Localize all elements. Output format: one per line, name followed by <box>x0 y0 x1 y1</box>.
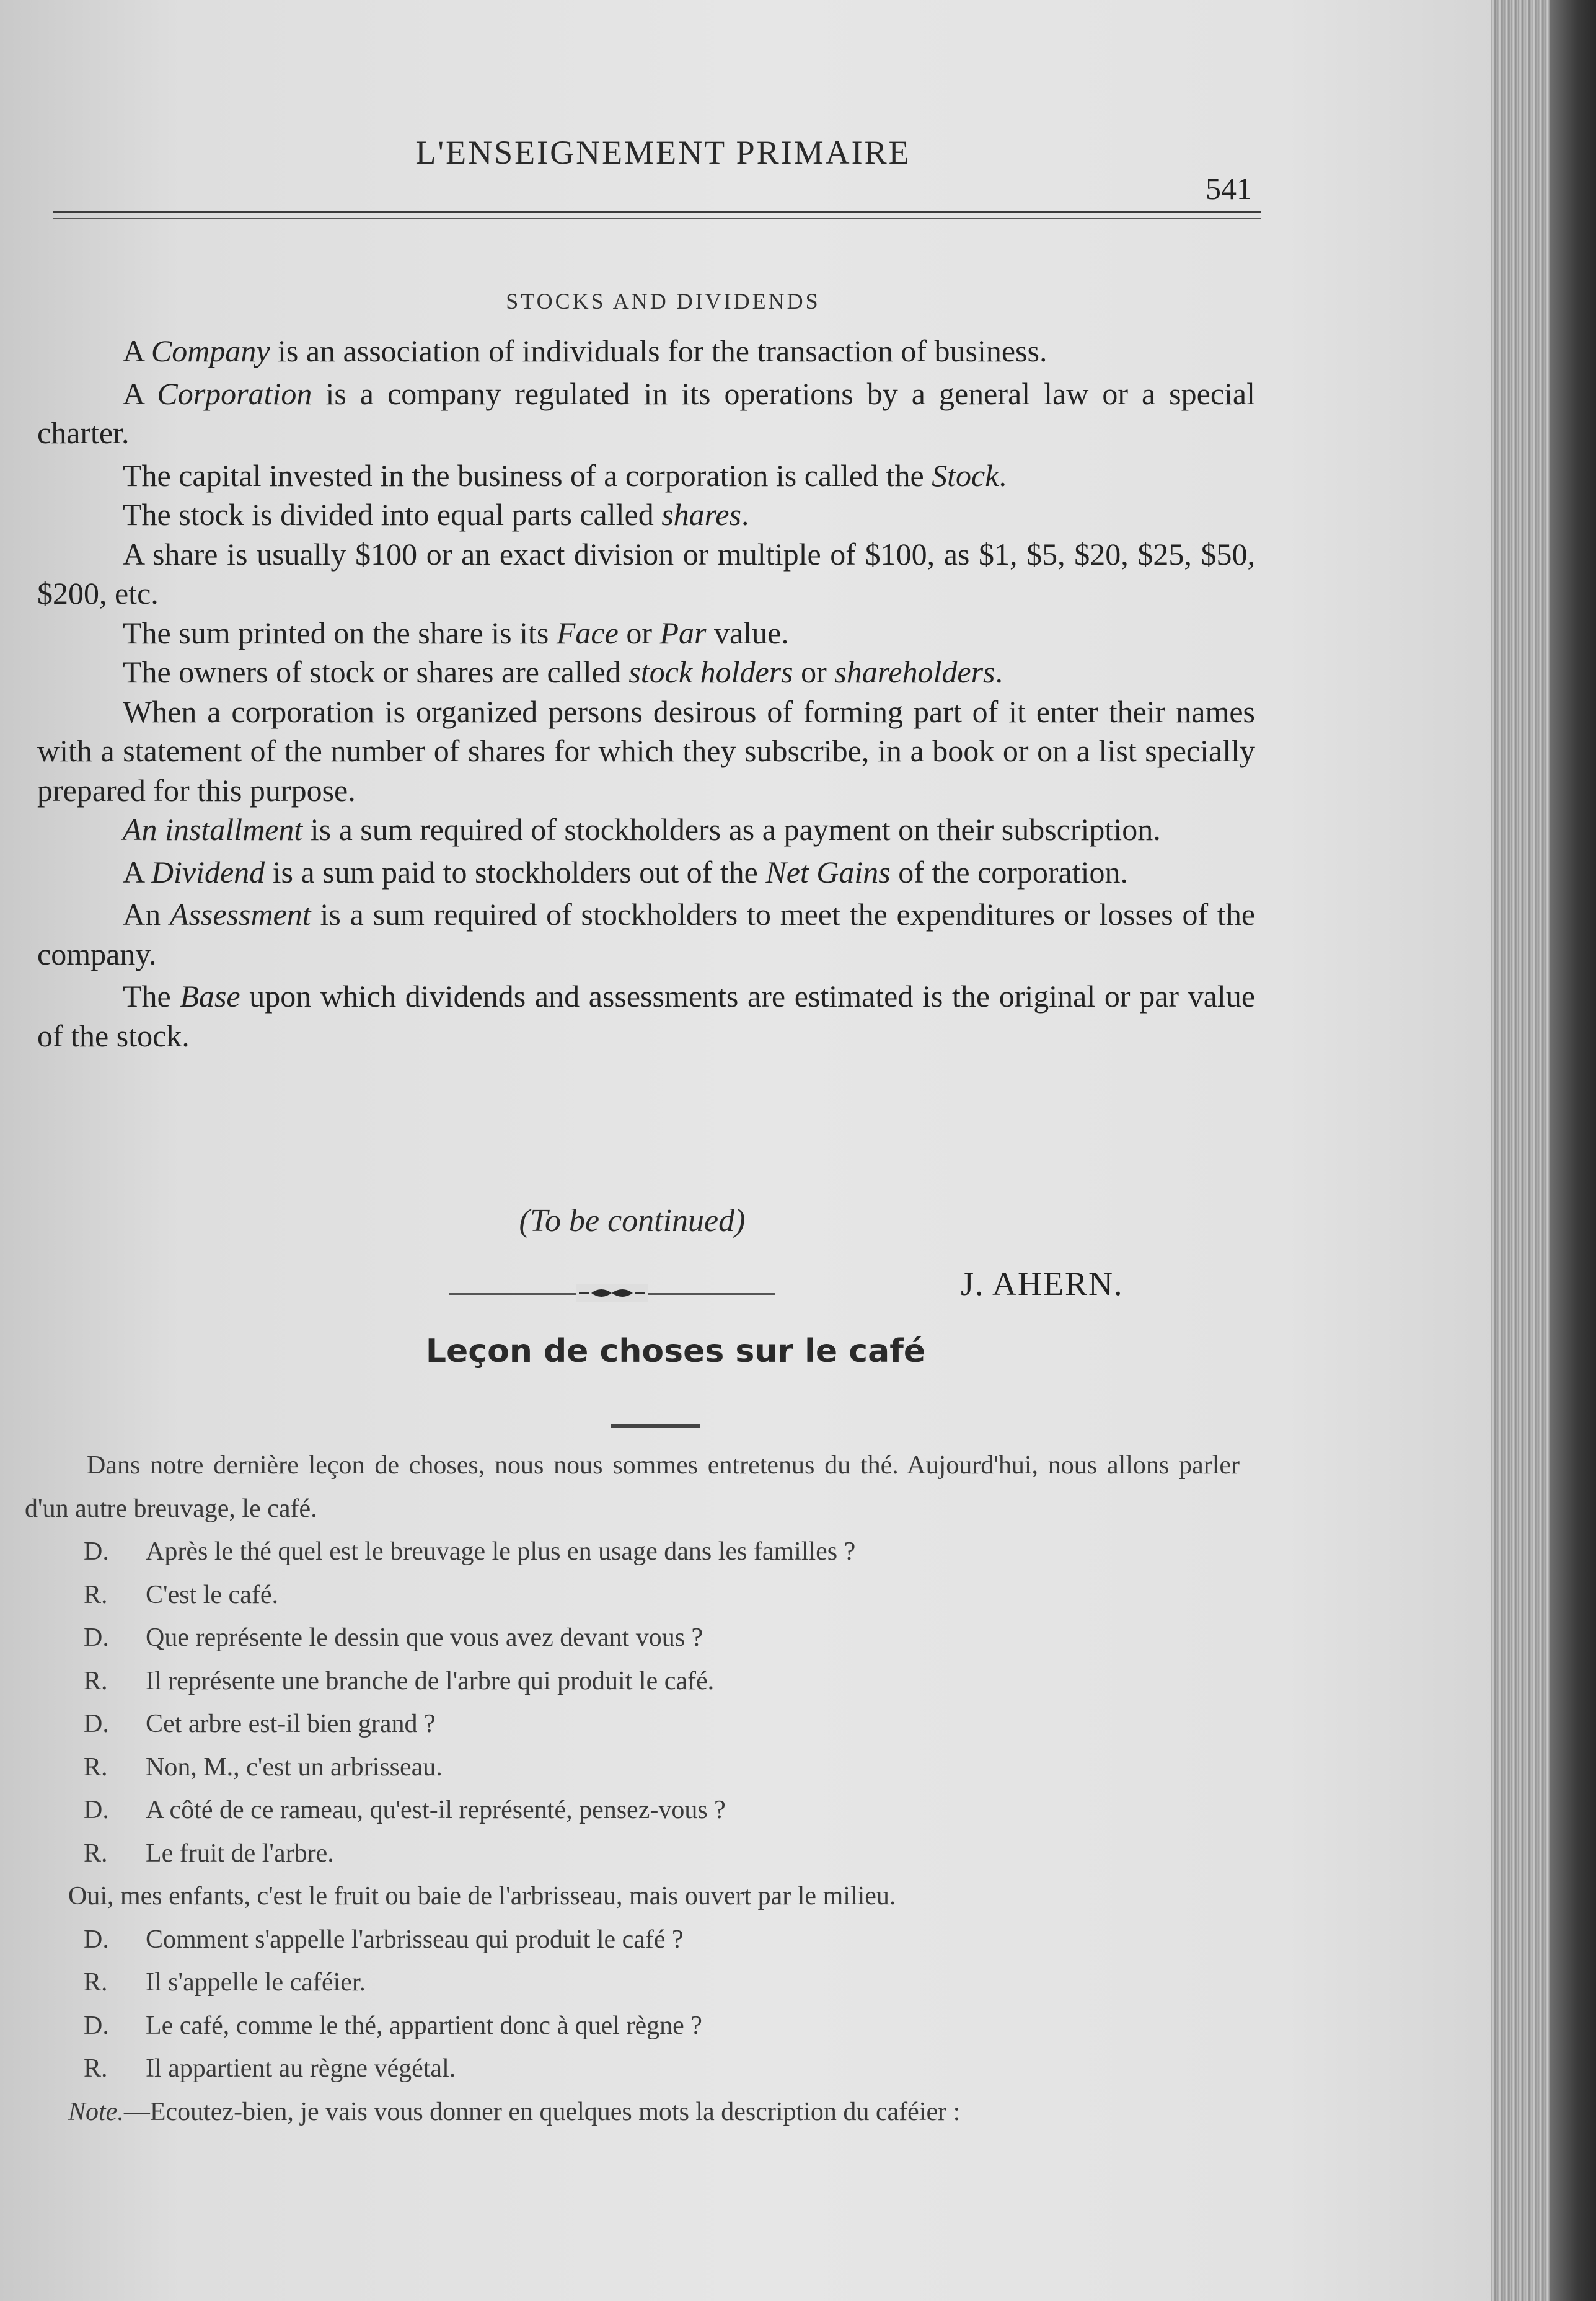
dialogue-text: Il s'appelle le caféier. <box>146 1968 366 1997</box>
dialogue-text: Cet arbre est-il bien grand ? <box>146 1710 436 1738</box>
speaker: D. <box>84 2011 109 2040</box>
header-rule <box>53 218 1261 219</box>
speaker: D. <box>84 1710 109 1738</box>
text: The <box>123 979 180 1014</box>
text: The owners of stock or shares are called <box>123 655 629 689</box>
text: . <box>995 655 1003 689</box>
speaker: D. <box>84 1623 109 1652</box>
article-body <box>25 1444 1240 2134</box>
dialogue-text: C'est le café. <box>146 1580 278 1609</box>
speaker: D. <box>84 1925 109 1954</box>
text: is a company regulated in its operations by a general law or a special charter. <box>37 376 1256 450</box>
title-underline <box>611 1424 700 1428</box>
speaker: R. <box>84 1968 108 1997</box>
dialogue-text: Il appartient au règne végétal. <box>146 2054 456 2083</box>
dialogue-line <box>25 1919 1240 1962</box>
dialogue-text: Comment s'appelle l'arbrisseau qui produit le café ? <box>146 1925 684 1954</box>
to-be-continued: (To be continued) <box>519 1203 746 1239</box>
paragraph <box>37 810 1255 850</box>
emphasis: shares <box>661 497 741 532</box>
text: of the corporation. <box>890 854 1128 890</box>
article-body <box>37 332 1255 1056</box>
emphasis: Net Gains <box>765 854 891 890</box>
dialogue-text: Il représente une branche de l'arbre qui produit le café. <box>146 1666 715 1695</box>
dialogue-text: Après le thé quel est le breuvage le plus en usage dans les familles ? <box>146 1537 856 1566</box>
paragraph <box>37 456 1255 496</box>
dialogue-line <box>25 1789 1240 1832</box>
paragraph <box>37 692 1255 811</box>
dialogue-text: Le fruit de l'arbre. <box>146 1839 334 1868</box>
author-signature: J. AHERN. <box>961 1265 1124 1302</box>
emphasis: An installment <box>123 812 303 847</box>
dialogue-text: A côté de ce rameau, qu'est-il représenté, pensez-vous ? <box>146 1796 726 1824</box>
header-rule <box>53 211 1261 213</box>
text: upon which dividends and assessments are estimated is the original or par value of the stock. <box>37 979 1256 1053</box>
dialogue-text: Que représente le dessin que vous avez devant vous ? <box>146 1623 703 1652</box>
text: When a corporation is organized persons desirous of forming part of it enter their names with a statement of the number of shares for which they subscribe, in a book or on a list specially prepared for this purpose. <box>37 694 1255 808</box>
dialogue-text: Non, M., c'est un arbrisseau. <box>146 1752 443 1782</box>
paragraph <box>37 977 1255 1056</box>
book-binding-shadow <box>1550 0 1596 2301</box>
dialogue-line <box>25 1703 1240 1746</box>
dialogue-line <box>25 1832 1240 1876</box>
emphasis: Assessment <box>169 897 311 932</box>
text: The sum printed on the share is its <box>123 615 557 650</box>
speaker: R. <box>84 1580 108 1609</box>
text: The capital invested in the business of a corporation is called the <box>123 457 932 493</box>
emphasis: Base <box>180 979 240 1014</box>
speaker: R. <box>84 1839 108 1868</box>
note <box>25 2091 1240 2134</box>
note-label: Note. <box>68 2097 124 2126</box>
emphasis: Company <box>151 333 270 368</box>
paragraph: Dans notre dernière leçon de choses, nous nous sommes entretenus du thé. Aujourd'hui, nous allons parler d'un autre breuvage, le café. <box>25 1451 1240 1523</box>
speaker: R. <box>84 1752 108 1782</box>
paragraph <box>37 614 1255 653</box>
paragraph <box>37 853 1255 893</box>
text: is a sum required of stockholders to meet the expenditures or losses of the company. <box>37 897 1256 971</box>
page-number: 541 <box>1206 171 1252 206</box>
speaker: D. <box>84 1537 109 1566</box>
text: An <box>123 897 170 932</box>
emphasis: Face <box>556 615 619 650</box>
text: . <box>741 497 749 532</box>
text: A share is usually $100 or an exact division or multiple of $100, as $1, $5, $20, $25, $50, $200, etc. <box>37 536 1255 611</box>
emphasis: Stock <box>932 457 999 493</box>
dialogue-line <box>25 1746 1240 1790</box>
text: . <box>999 457 1007 493</box>
running-head: L'ENSEIGNEMENT PRIMAIRE <box>415 134 911 171</box>
text: or <box>618 615 660 650</box>
text: is an association of individuals for the transaction of business. <box>270 333 1047 368</box>
dialogue-text: Le café, comme le thé, appartient donc à quel règne ? <box>146 2011 702 2040</box>
paragraph <box>37 895 1255 974</box>
speaker: R. <box>84 1666 108 1695</box>
dialogue-line <box>25 1530 1240 1574</box>
dialogue-line <box>25 2005 1240 2048</box>
interlude: Oui, mes enfants, c'est le fruit ou baie de l'arbrisseau, mais ouvert par le milieu. <box>68 1882 896 1910</box>
text: is a sum required of stockholders as a payment on their subscription. <box>302 812 1161 847</box>
text: A <box>123 376 157 411</box>
text: A <box>123 854 151 890</box>
article-title: STOCKS AND DIVIDENDS <box>506 289 821 314</box>
emphasis: shareholders <box>834 655 995 689</box>
text: value. <box>706 615 789 650</box>
dialogue-line <box>25 2047 1240 2091</box>
paragraph <box>37 332 1255 371</box>
dialogue-line <box>25 1961 1240 2005</box>
emphasis: stock holders <box>628 655 793 689</box>
text: is a sum paid to stockholders out of the <box>265 854 766 890</box>
text: The stock is divided into equal parts called <box>123 497 662 532</box>
speaker: R. <box>84 2054 108 2083</box>
paragraph <box>37 535 1255 614</box>
speaker: D. <box>84 1796 109 1824</box>
paragraph <box>37 374 1255 453</box>
emphasis: Dividend <box>151 854 265 890</box>
text: or <box>793 655 835 689</box>
text: A <box>123 333 151 368</box>
emphasis: Corporation <box>157 376 312 411</box>
article-title: Leçon de choses sur le café <box>425 1333 926 1370</box>
dialogue-line <box>25 1574 1240 1617</box>
dialogue-line <box>25 1660 1240 1703</box>
paragraph <box>37 653 1255 692</box>
note-text: —Ecoutez-bien, je vais vous donner en quelques mots la description du caféier : <box>123 2097 961 2126</box>
emphasis: Par <box>659 615 707 650</box>
paragraph <box>37 495 1255 535</box>
dialogue-line <box>25 1617 1240 1660</box>
divider-ornament-icon <box>576 1284 648 1302</box>
